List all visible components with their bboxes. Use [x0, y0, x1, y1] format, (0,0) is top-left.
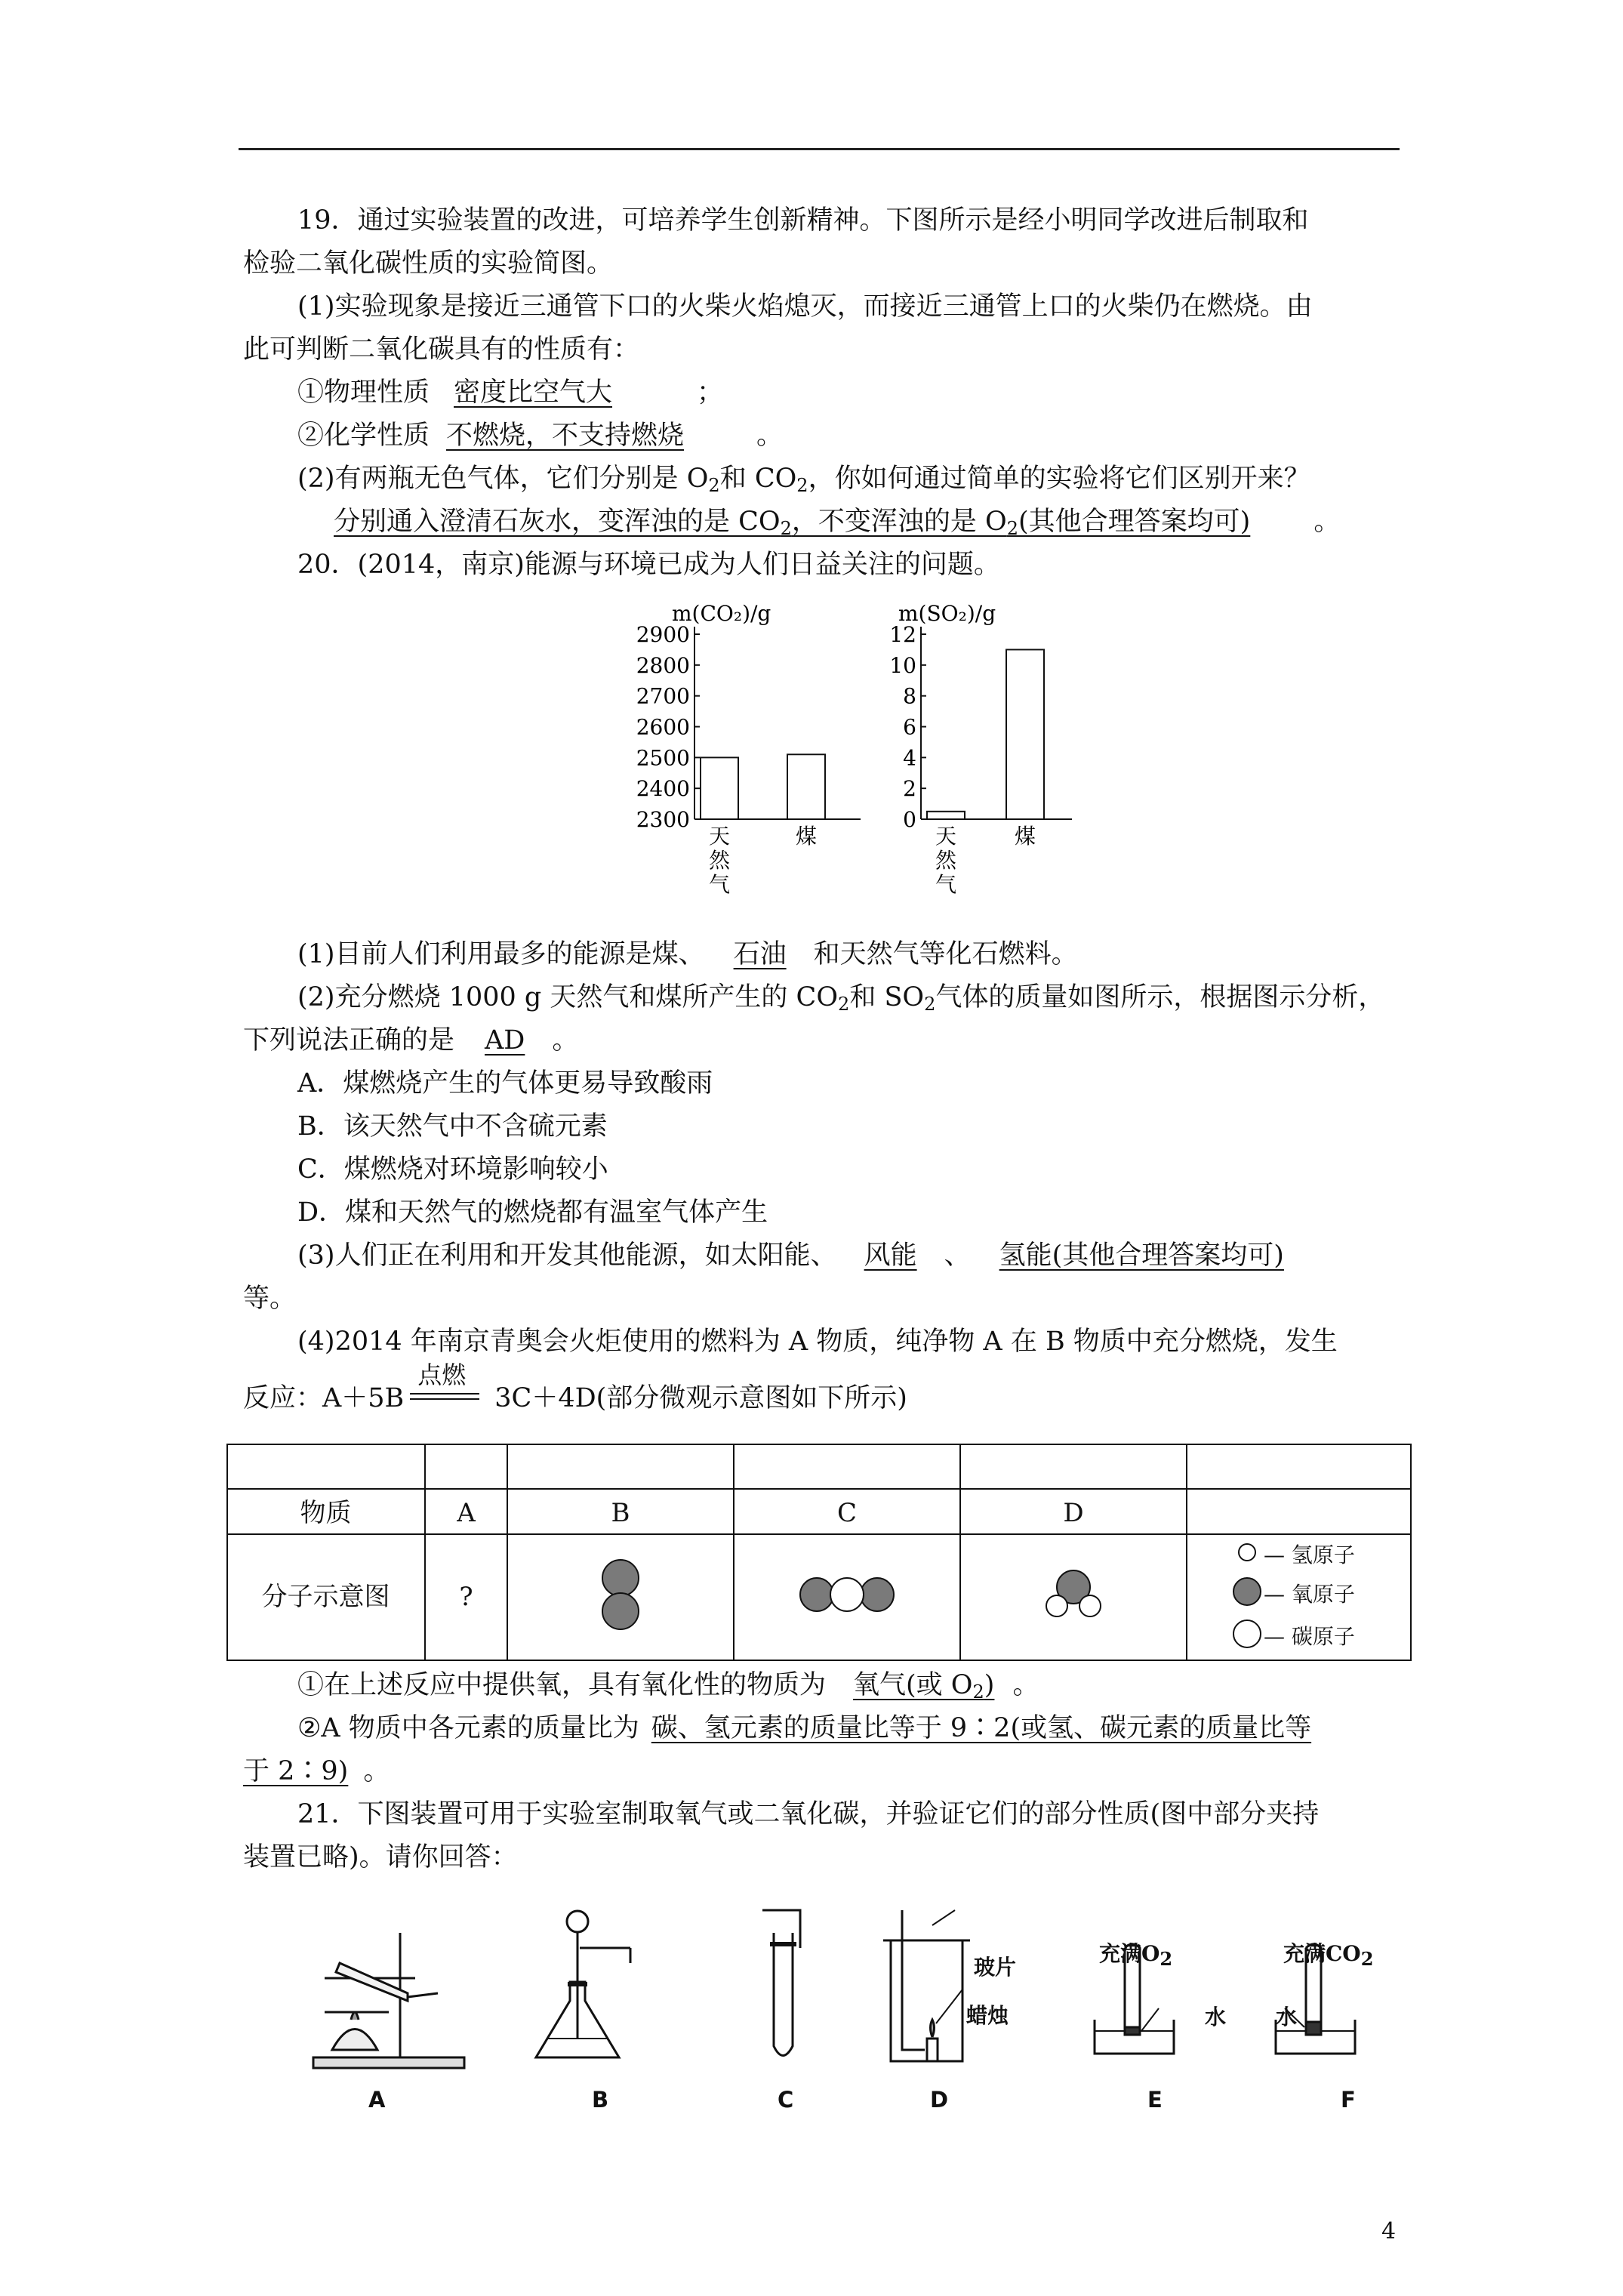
apparatus-d	[883, 1910, 970, 2061]
answer-blank: 不燃烧，不支持燃烧	[446, 421, 685, 451]
q20-option-c: C．煤燃烧对环境影响较小	[297, 1154, 608, 1185]
q20-option-a: A．煤燃烧产生的气体更易导致酸雨	[297, 1068, 713, 1099]
apparatus-a	[313, 1933, 464, 2068]
answer-blank: 碳、氢元素的质量比等于 9∶2(或氢、碳元素的质量比等	[651, 1713, 1312, 1743]
col-header-c: C	[836, 1498, 857, 1528]
legend-carbon: — 碳原子	[1264, 1624, 1355, 1649]
y-tick-label: 10	[889, 652, 916, 678]
y-tick-label: 6	[903, 714, 916, 740]
y-tick-label: 0	[903, 807, 916, 832]
equals-sign-lower	[410, 1398, 479, 1400]
q20-s1: ①在上述反应中提供氧，具有氧化性的物质为 氧气(或 $O_2$) 。	[297, 1670, 1039, 1703]
equals-sign	[410, 1393, 479, 1395]
molecule-d-h2o	[1046, 1570, 1101, 1616]
chart-title: m(CO₂)/g	[672, 601, 771, 626]
label-water-f: 水	[1276, 2005, 1298, 2029]
caption-c: C	[778, 2087, 794, 2113]
hydrogen-atom-icon	[1239, 1544, 1255, 1561]
q20-p3-line2: 等。	[243, 1284, 297, 1314]
reaction-condition: 点燃	[417, 1360, 467, 1389]
bar	[787, 754, 825, 819]
col-header-d: D	[1063, 1498, 1084, 1528]
answer-blank: 风能	[864, 1240, 917, 1271]
q19-chemical-property: ②化学性质 不燃烧，不支持燃烧 。	[297, 421, 784, 451]
q19-p2: (2)有两瓶无色气体，它们分别是 $O_2$和 $CO_2$，你如何通过简单的实验将它们区别开来？	[297, 464, 1310, 496]
row-header-molecule-diagram: 分子示意图	[261, 1582, 390, 1612]
caption-b: B	[592, 2087, 609, 2113]
x-tick-label: 煤	[1014, 824, 1036, 849]
y-tick-label: 12	[889, 622, 916, 647]
q19-p1-line1: (1)实验现象是接近三通管下口的火柴火焰熄灭，而接近三通管上口的火柴仍在燃烧。由	[297, 291, 1313, 322]
y-tick-label: 2900	[636, 622, 690, 647]
q19-line1: 19．通过实验装置的改进，可培养学生创新精神。下图所示是经小明同学改进后制取和	[297, 205, 1309, 236]
x-tick-label: 煤	[795, 824, 818, 849]
answer-blank: 氢能(其他合理答案均可)	[999, 1240, 1284, 1271]
y-tick-label: 8	[903, 683, 916, 709]
y-tick-label: 4	[903, 745, 916, 771]
label-full-o2: 充满$O_2$	[1099, 1941, 1173, 1970]
q21-line1: 21．下图装置可用于实验室制取氧气或二氧化碳，并验证它们的部分性质(图中部分夹持	[297, 1799, 1320, 1829]
q19-p1-line2: 此可判断二氧化碳具有的性质有：	[243, 334, 640, 365]
answer-blank: 石油	[733, 939, 787, 969]
q20-p2-line2: 下列说法正确的是 AD 。	[243, 1025, 579, 1056]
q20-p2: (2)充分燃烧 1000 g 天然气和煤所产生的 $CO_2$和 $SO_2$气体的质量如图所示，根据图示分析，	[297, 982, 1385, 1015]
q19-p2-answer: 分别通入澄清石灰水，变浑浊的是 $CO_2$，不变浑浊的是 $O_2$(其他合理答案均可) 。	[297, 505, 1340, 538]
apparatus-figure	[302, 1888, 1404, 2137]
carbon-atom-icon	[1233, 1620, 1261, 1647]
y-tick-label: 2400	[636, 776, 690, 802]
q19-line2: 检验二氧化碳性质的实验简图。	[243, 248, 614, 279]
legend-hydrogen: — 氢原子	[1264, 1542, 1355, 1567]
caption-d: D	[930, 2087, 949, 2113]
label-full-co2: 充满$CO_2$	[1283, 1941, 1374, 1970]
col-header-b: B	[611, 1498, 630, 1528]
y-tick-label: 2500	[636, 745, 690, 771]
table-grid	[226, 1444, 1412, 1661]
header-rule	[239, 148, 1400, 150]
molecule-c-co2	[800, 1578, 894, 1611]
bar	[927, 812, 965, 819]
caption-e: E	[1147, 2087, 1163, 2113]
molecule-table	[226, 1444, 1412, 1661]
col-header-a: A	[457, 1498, 476, 1528]
y-tick-label: 2700	[636, 683, 690, 709]
caption-a: A	[368, 2087, 386, 2113]
q20-line1: 20．(2014，南京)能源与环境已成为人们日益关注的问题。	[297, 550, 1000, 580]
co2-chart	[636, 601, 861, 897]
q19-physical-property: ①物理性质 密度比空气大 ；	[297, 378, 724, 408]
x-tick-label: 天然气	[935, 824, 957, 897]
answer-blank: AD	[485, 1025, 525, 1056]
label-glass-plate: 玻片	[974, 1955, 1017, 1980]
answer-blank: 氧气(或 $O_2$)	[853, 1670, 995, 1703]
q20-p3: (3)人们正在利用和开发其他能源，如太阳能、 风能 、 氢能(其他合理答案均可)	[297, 1239, 1311, 1272]
apparatus-b	[536, 1911, 630, 2057]
caption-f: F	[1341, 2087, 1356, 2113]
col-header-substance: 物质	[300, 1498, 352, 1528]
bar	[701, 757, 738, 819]
y-tick-label: 2800	[636, 652, 690, 678]
q20-s2-line2: 于 2∶9) 。	[243, 1756, 390, 1786]
q20-option-d: D．煤和天然气的燃烧都有温室气体产生	[297, 1197, 768, 1228]
y-tick-label: 2	[903, 776, 916, 802]
q20-reaction: 反应：A＋5B 点燃 3C＋4D(部分微观示意图如下所示)	[243, 1382, 907, 1415]
legend-oxygen: — 氧原子	[1264, 1582, 1355, 1607]
answer-blank: 分别通入澄清石灰水，变浑浊的是 $CO_2$，不变浑浊的是 $O_2$(其他合理答案均可)	[334, 507, 1251, 539]
oxygen-atom-icon	[1233, 1578, 1261, 1605]
y-tick-label: 2300	[636, 807, 690, 832]
q20-s2: ②A 物质中各元素的质量比为 碳、氢元素的质量比等于 9∶2(或氢、碳元素的质量比等	[297, 1713, 1312, 1743]
page-number: 4	[1381, 2218, 1397, 2245]
q20-p1: (1)目前人们利用最多的能源是煤、 石油 和天然气等化石燃料。	[297, 939, 1078, 969]
emissions-bar-charts	[589, 589, 1087, 921]
q20-p4-line1: (4)2014 年南京青奥会火炬使用的燃料为 A 物质，纯净物 A 在 B 物质中充分燃烧，发生	[297, 1327, 1338, 1357]
bar	[1006, 649, 1044, 819]
molecule-a-unknown: ?	[459, 1582, 473, 1612]
y-tick-label: 2600	[636, 714, 690, 740]
answer-blank: 于 2∶9)	[243, 1756, 349, 1786]
q21-line2: 装置已略)。请你回答：	[243, 1842, 518, 1872]
chart-title: m(SO₂)/g	[898, 601, 996, 626]
molecule-b-o2	[602, 1560, 639, 1629]
apparatus-c	[762, 1910, 800, 2056]
label-water-e: 水	[1205, 2005, 1227, 2029]
so2-chart	[889, 601, 1072, 897]
answer-blank: 密度比空气大	[454, 378, 613, 408]
x-tick-label: 天然气	[708, 824, 731, 897]
label-candle: 蜡烛	[966, 2003, 1009, 2028]
q20-option-b: B．该天然气中不含硫元素	[297, 1111, 608, 1142]
